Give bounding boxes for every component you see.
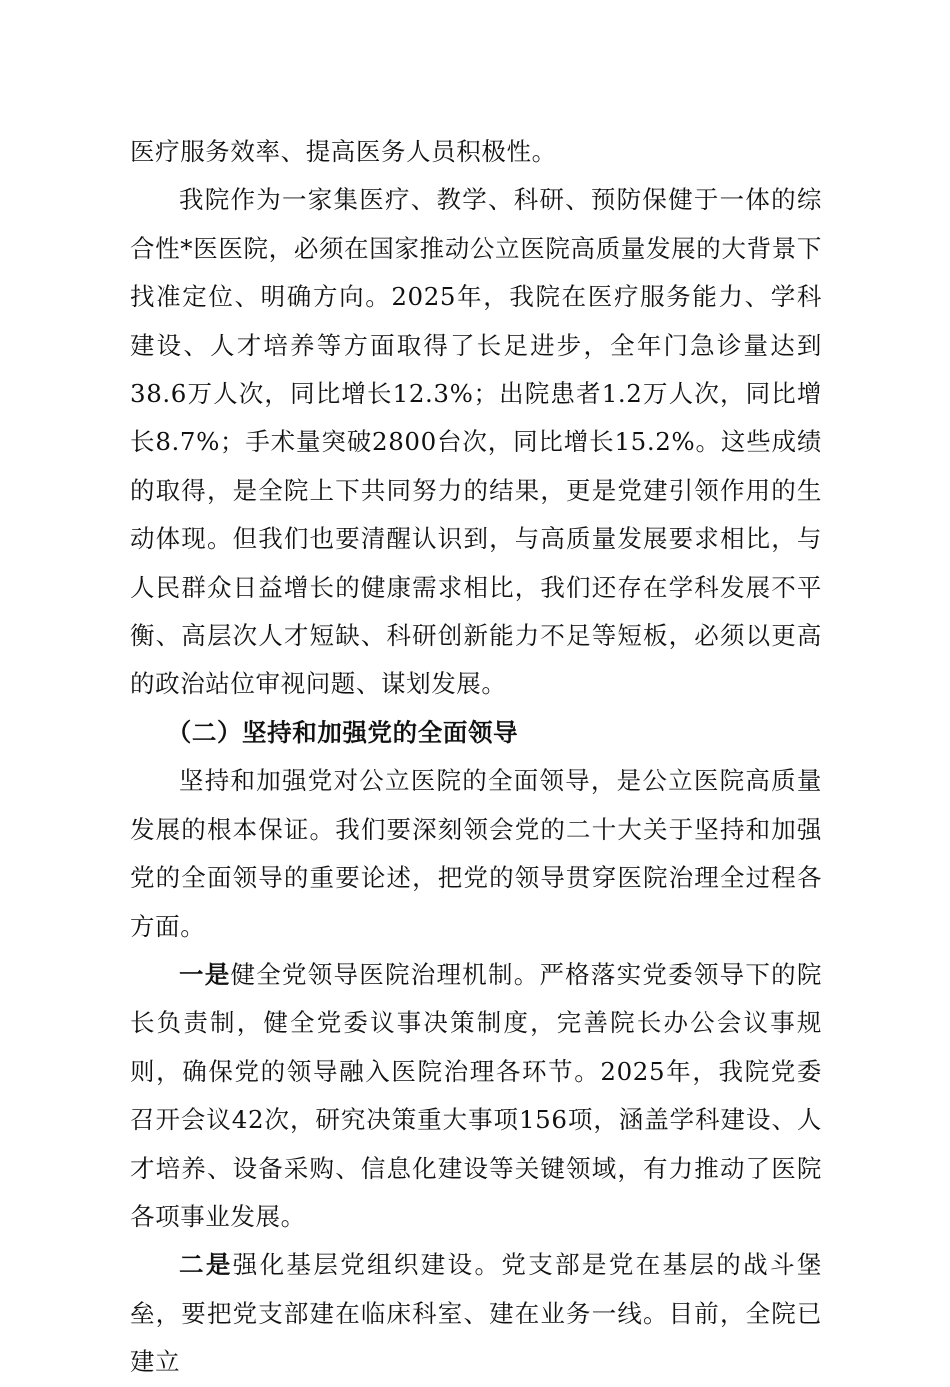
- paragraph-point-one: [130, 951, 822, 1241]
- paragraph-hospital-overview: 我院作为一家集医疗、教学、科研、预防保健于一体的综合性*医医院，必须在国家推动公立医院高质量发展的大背景下找准定位、明确方向。2025年，我院在医疗服务能力、学科建设、人才培养等方面取得了长足进步，全年门急诊量达到38.6万人次，同比增长12.3%；出院患者1.2万人次，同比增长8.7%；手术量突破2800台次，同比增长15.2%。这些成绩的取得，是全院上下共同努力的结果，更是党建引领作用的生动体现。但我们也要清醒认识到，与高质量发展要求相比，与人民群众日益增长的健康需求相比，我们还存在学科发展不平衡、高层次人才短缺、科研创新能力不足等短板，必须以更高的政治站位审视问题、谋划发展。: [130, 185, 822, 699]
- point-two-text: 强化基层党组织建设。党支部是党在基层的战斗堡垒，要把党支部建在临床科室、建在业务一线。目前，全院已建立: [130, 1250, 822, 1377]
- section-heading: （二）坚持和加强党的全面领导: [166, 717, 519, 747]
- point-one-lead: 一是: [179, 959, 231, 989]
- point-two-lead: 二是: [179, 1250, 233, 1280]
- paragraph-party-leadership: 坚持和加强党对公立医院的全面领导，是公立医院高质量发展的根本保证。我们要深刻领会党的二十大关于坚持和加强党的全面领导的重要论述，把党的领导贯穿医院治理全过程各方面。: [130, 766, 822, 941]
- document-body: [130, 128, 822, 1387]
- paragraph-point-two: [130, 1241, 822, 1386]
- point-one-text: 健全党领导医院治理机制。严格落实党委领导下的院长负责制，健全党委议事决策制度，完善院长办公会议事规则，确保党的领导融入医院治理各环节。2025年，我院党委召开会议42次，研究决策重大事项156项，涵盖学科建设、人才培养、设备采购、信息化建设等关键领域，有力推动了医院各项事业发展。: [130, 959, 822, 1231]
- paragraph-continuation: 医疗服务效率、提高医务人员积极性。: [130, 137, 557, 166]
